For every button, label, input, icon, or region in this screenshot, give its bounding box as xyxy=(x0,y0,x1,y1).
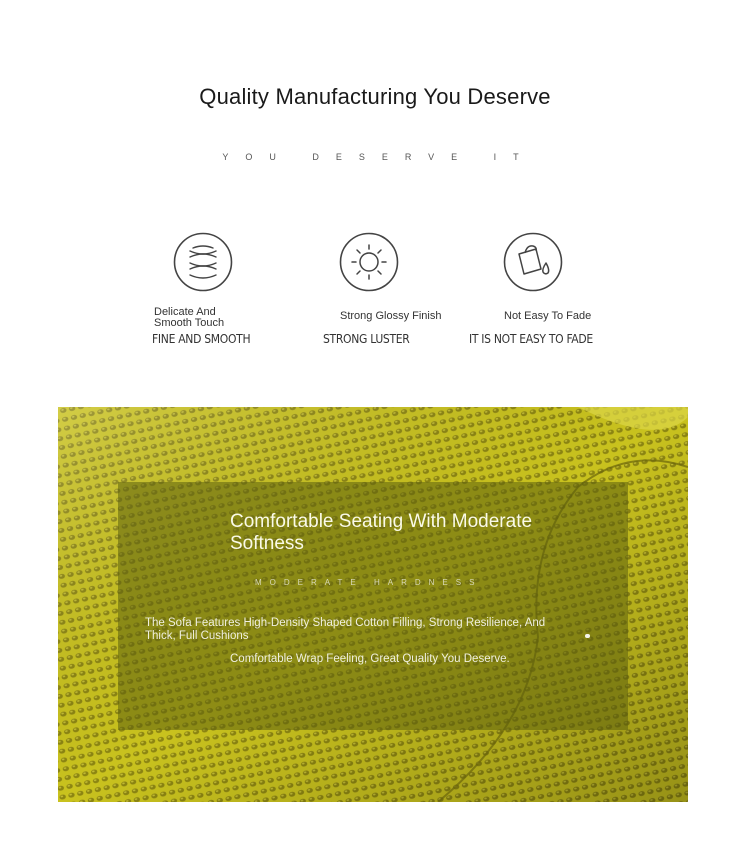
feature-caption: FINE AND SMOOTH xyxy=(152,332,251,346)
feature-label-line: Delicate And xyxy=(154,306,216,318)
hero-subtitle: MODERATE HARDNESS xyxy=(255,578,483,587)
feature-label-line: Strong Glossy Finish xyxy=(340,310,442,322)
hero-description: The Sofa Features High-Density Shaped Cotton Filling, Strong Resilience, And Thick, Full Cushions xyxy=(145,617,546,642)
feature-label xyxy=(154,307,224,329)
fabric-water-drop-icon xyxy=(503,232,563,292)
sun-icon xyxy=(339,232,399,292)
feature-smooth-touch xyxy=(150,232,320,362)
feature-caption: STRONG LUSTER xyxy=(323,332,410,346)
feature-label-line: Not Easy To Fade xyxy=(504,310,592,322)
page-subtitle: YOU DESERVE IT xyxy=(222,152,536,162)
feature-caption: IT IS NOT EASY TO FADE xyxy=(469,332,593,346)
page-title: Quality Manufacturing You Deserve xyxy=(199,84,551,109)
feature-label xyxy=(504,311,591,322)
decorative-dot xyxy=(585,634,590,638)
hero-description-secondary: Comfortable Wrap Feeling, Great Quality You Deserve. xyxy=(230,653,510,665)
fabric-texture-icon xyxy=(173,232,233,292)
hero-title: Comfortable Seating With Moderate Softness xyxy=(230,511,533,554)
feature-glossy-finish xyxy=(320,232,490,362)
fabric-hero-image xyxy=(58,407,688,802)
feature-fade-resistant xyxy=(468,232,638,362)
feature-label-line: Smooth Touch xyxy=(154,317,225,329)
feature-label xyxy=(340,311,441,322)
